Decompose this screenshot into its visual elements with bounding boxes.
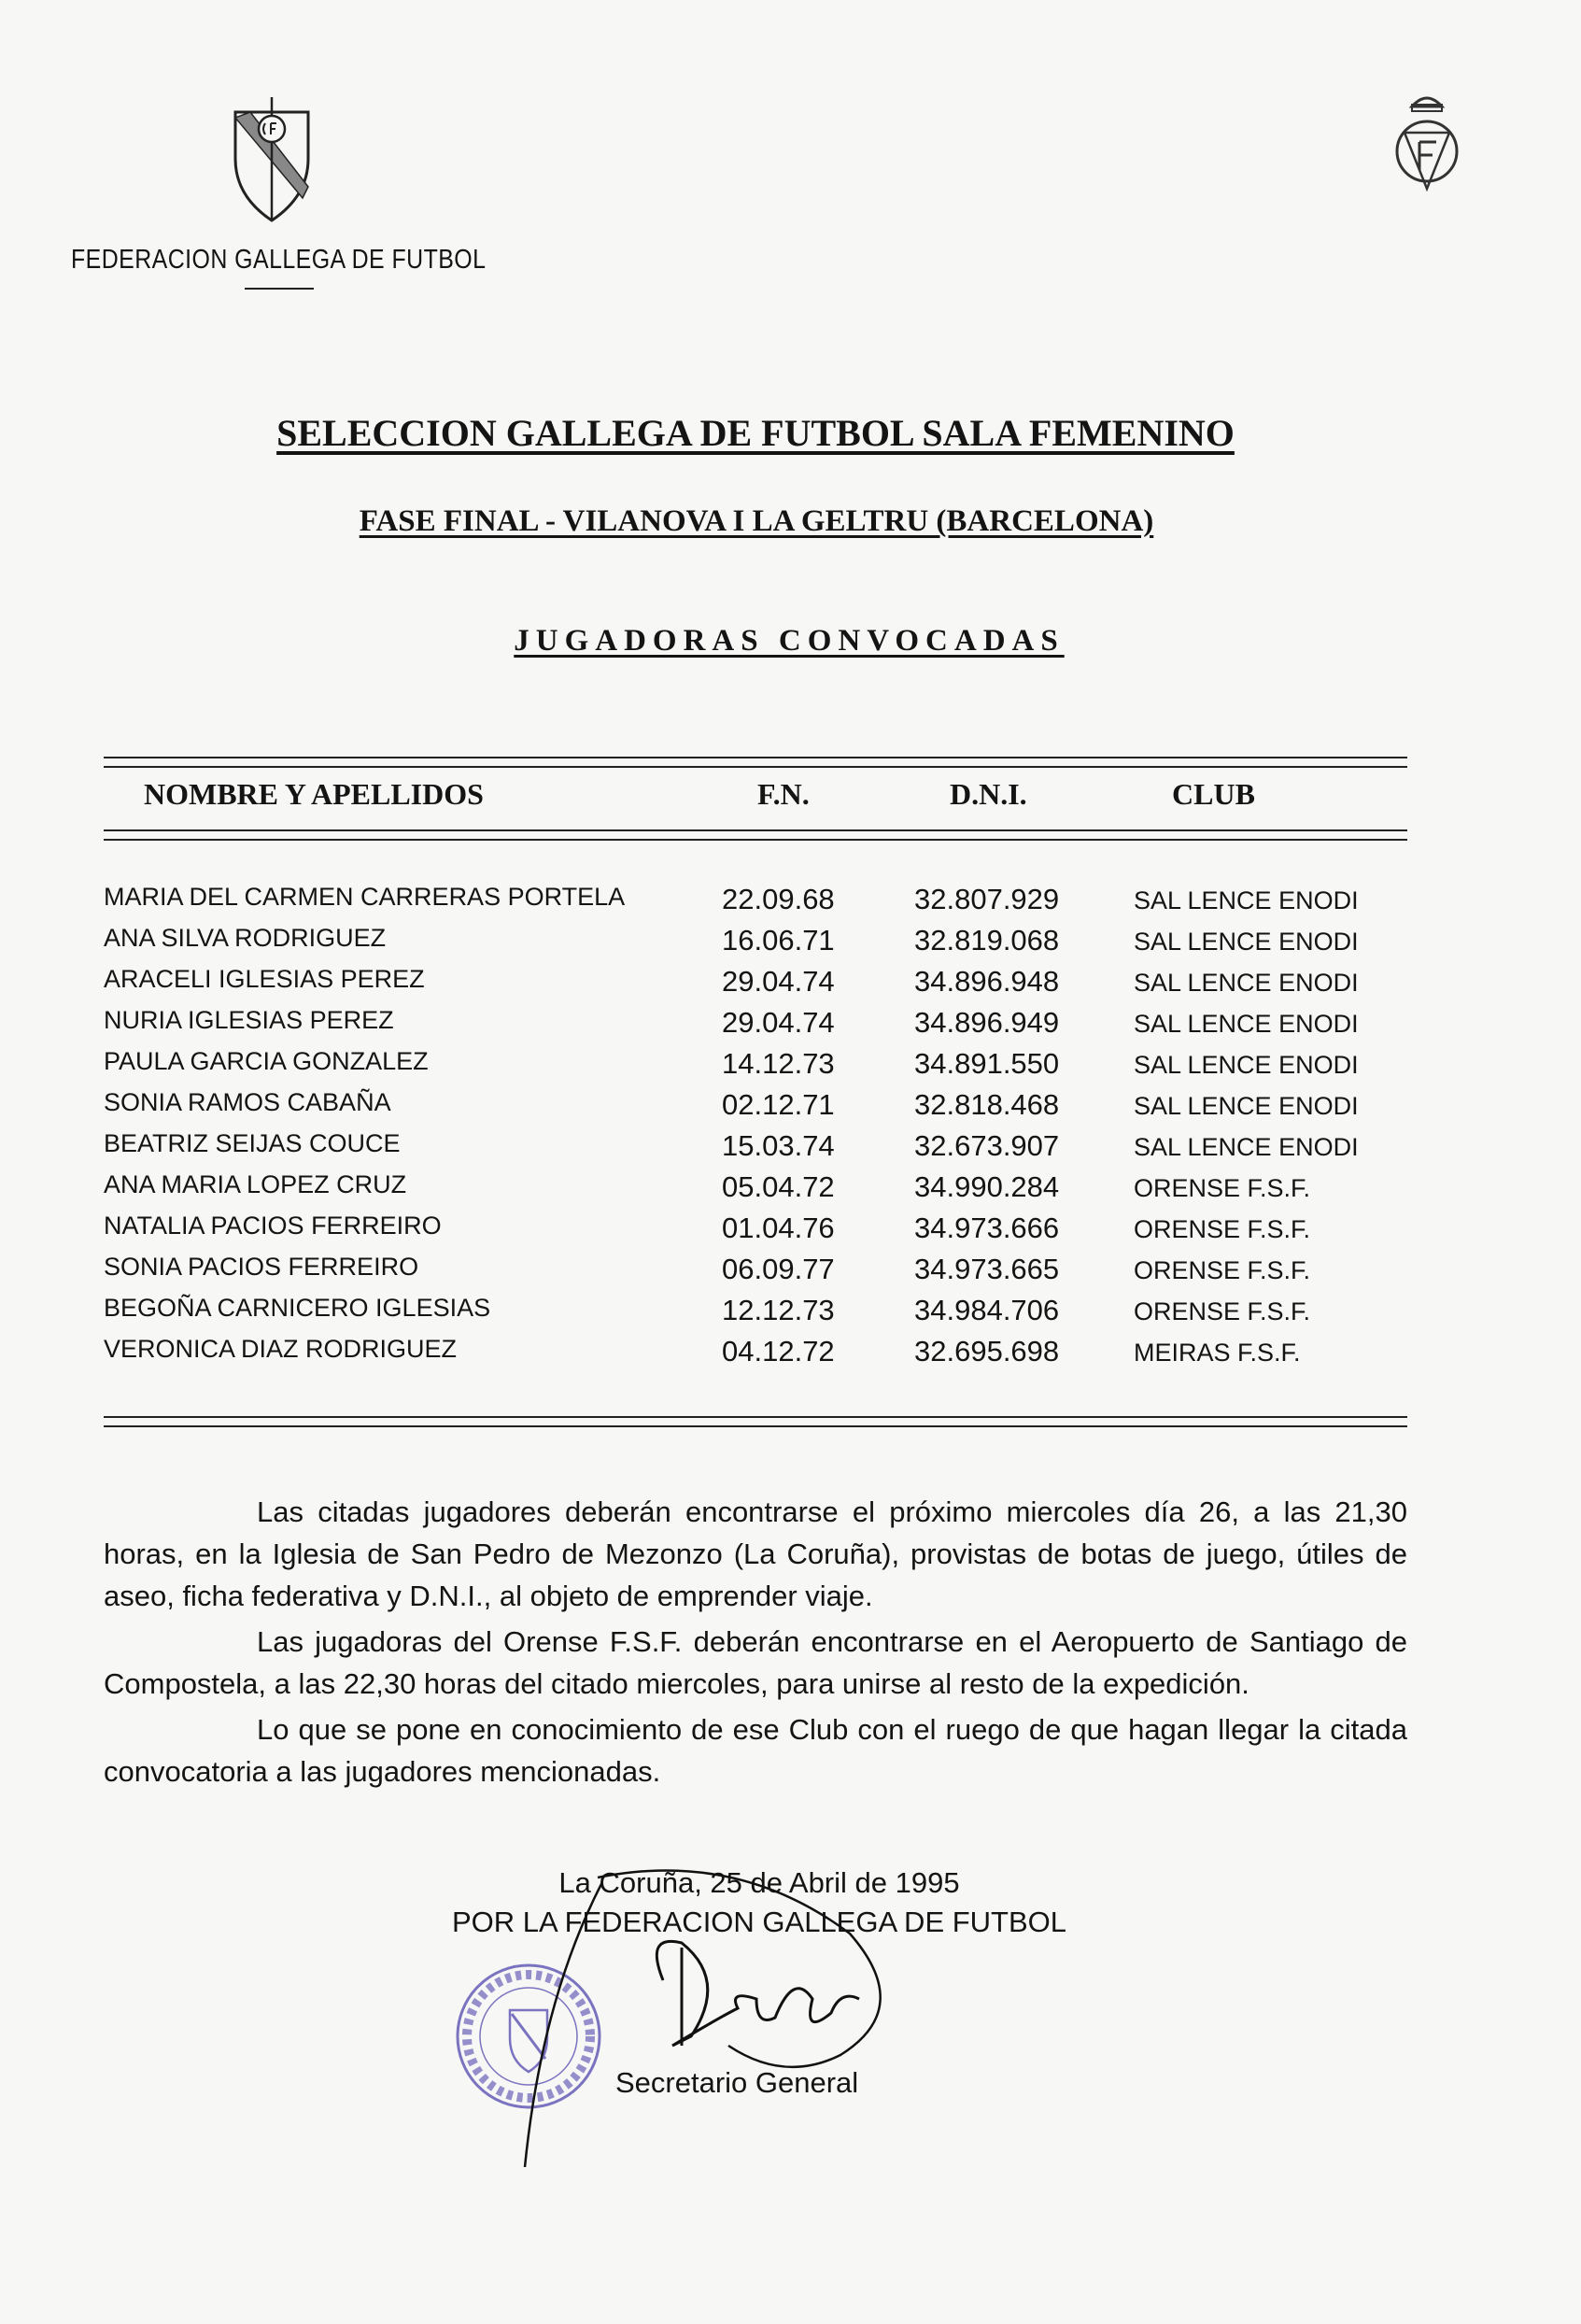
birth-date: 29.04.74: [722, 1006, 835, 1039]
document-title: SELECCION GALLEGA DE FUTBOL SALA FEMENINO: [276, 412, 1235, 454]
player-name: ANA MARIA LOPEZ CRUZ: [104, 1170, 407, 1198]
club-name: SAL LENCE ENODI: [1134, 969, 1359, 997]
club-name: SAL LENCE ENODI: [1134, 928, 1359, 956]
section-heading: JUGADORAS CONVOCADAS: [514, 624, 1065, 658]
table-row: [0, 1047, 1581, 1088]
club-name: ORENSE F.S.F.: [1134, 1215, 1311, 1243]
club-name: ORENSE F.S.F.: [1134, 1174, 1311, 1202]
dni-number: 34.990.284: [914, 1170, 1060, 1203]
player-name: SONIA RAMOS CABAÑA: [104, 1088, 391, 1116]
birth-date: 29.04.74: [722, 965, 835, 998]
club-name: SAL LENCE ENODI: [1134, 886, 1359, 914]
dni-number: 34.896.948: [914, 965, 1060, 998]
dni-number: 32.807.929: [914, 883, 1060, 915]
player-name: MARIA DEL CARMEN CARRERAS PORTELA: [104, 883, 626, 911]
player-name: NURIA IGLESIAS PEREZ: [104, 1006, 394, 1034]
dni-number: 32.818.468: [914, 1088, 1060, 1121]
birth-date: 22.09.68: [722, 883, 835, 915]
header-club: CLUB: [1172, 777, 1255, 811]
dni-number: 32.673.907: [914, 1129, 1060, 1162]
header-name: NOMBRE Y APELLIDOS: [144, 777, 484, 811]
paragraph-orense: Las jugadoras del Orense F.S.F. deberán encontrarse en el Aeropuerto de Santiago de Compostela, a las 22,30 horas del citado miercoles, para unirse al resto de la expedición.: [104, 1625, 1407, 1700]
club-name: SAL LENCE ENODI: [1134, 1010, 1359, 1038]
dni-number: 34.973.666: [914, 1212, 1060, 1244]
club-name: SAL LENCE ENODI: [1134, 1092, 1359, 1120]
birth-date: 14.12.73: [722, 1047, 835, 1080]
header-dni: D.N.I.: [950, 777, 1027, 811]
body-text: [104, 1491, 1407, 1796]
table-rule-bottom: [104, 1416, 1407, 1427]
table-row: [0, 1212, 1581, 1253]
birth-date: 12.12.73: [722, 1294, 835, 1326]
table-row: [0, 1335, 1581, 1376]
club-name: ORENSE F.S.F.: [1134, 1297, 1311, 1325]
club-name: MEIRAS F.S.F.: [1134, 1339, 1301, 1367]
birth-date: 01.04.76: [722, 1212, 835, 1244]
club-name: SAL LENCE ENODI: [1134, 1051, 1359, 1079]
dni-number: 34.891.550: [914, 1047, 1060, 1080]
table-rule-header: [104, 829, 1407, 841]
table-row: [0, 1294, 1581, 1335]
header-fn: F.N.: [757, 777, 810, 811]
birth-date: 16.06.71: [722, 924, 835, 957]
spanish-federation-crest-icon: [1391, 86, 1462, 194]
player-name: PAULA GARCIA GONZALEZ: [104, 1047, 429, 1075]
table-row: [0, 1088, 1581, 1129]
table-rule-top: [104, 757, 1407, 768]
player-name: BEATRIZ SEIJAS COUCE: [104, 1129, 401, 1157]
birth-date: 05.04.72: [722, 1170, 835, 1203]
birth-date: 04.12.72: [722, 1335, 835, 1367]
player-name: SONIA PACIOS FERREIRO: [104, 1253, 419, 1281]
table-row: [0, 1006, 1581, 1047]
club-name: ORENSE F.S.F.: [1134, 1256, 1311, 1284]
dni-number: 32.695.698: [914, 1335, 1060, 1367]
birth-date: 02.12.71: [722, 1088, 835, 1121]
player-name: BEGOÑA CARNICERO IGLESIAS: [104, 1294, 491, 1322]
handwritten-signature: [504, 1859, 990, 2167]
player-name: ANA SILVA RODRIGUEZ: [104, 924, 387, 952]
table-row: [0, 1170, 1581, 1212]
birth-date: 06.09.77: [722, 1253, 835, 1285]
signatory-role: Secretario General: [615, 2066, 859, 2099]
dni-number: 34.984.706: [914, 1294, 1060, 1326]
table-row: [0, 924, 1581, 965]
birth-date: 15.03.74: [722, 1129, 835, 1162]
dni-number: 34.973.665: [914, 1253, 1060, 1285]
table-row: [0, 1129, 1581, 1170]
table-row: [0, 1253, 1581, 1294]
club-name: SAL LENCE ENODI: [1134, 1133, 1359, 1161]
place-date: La Coruña, 25 de Abril de 1995: [558, 1866, 960, 1899]
player-name: NATALIA PACIOS FERREIRO: [104, 1212, 442, 1240]
dni-number: 32.819.068: [914, 924, 1060, 957]
paragraph-notice: Lo que se pone en conocimiento de ese Club con el ruego de que hagan llegar la citada convocatoria a las jugadores mencionadas.: [104, 1713, 1407, 1788]
divider: [245, 288, 314, 290]
organization-name: FEDERACION GALLEGA DE FUTBOL: [71, 245, 487, 275]
player-name: VERONICA DIAZ RODRIGUEZ: [104, 1335, 458, 1363]
player-name: ARACELI IGLESIAS PEREZ: [104, 965, 425, 993]
galician-federation-crest-icon: [228, 93, 316, 224]
table-row: [0, 883, 1581, 924]
on-behalf-line: POR LA FEDERACION GALLEGA DE FUTBOL: [451, 1906, 1067, 1938]
table-row: [0, 965, 1581, 1006]
document-subtitle: FASE FINAL - VILANOVA I LA GELTRU (BARCELONA): [359, 504, 1154, 538]
dni-number: 34.896.949: [914, 1006, 1060, 1039]
paragraph-meeting: Las citadas jugadores deberán encontrarse el próximo miercoles día 26, a las 21,30 horas, en la Iglesia de San Pedro de Mezonzo (La Coruña), provistas de botas de juego, útiles de aseo, ficha federativa y D.N.I., al objeto de emprender viaje.: [104, 1495, 1407, 1612]
